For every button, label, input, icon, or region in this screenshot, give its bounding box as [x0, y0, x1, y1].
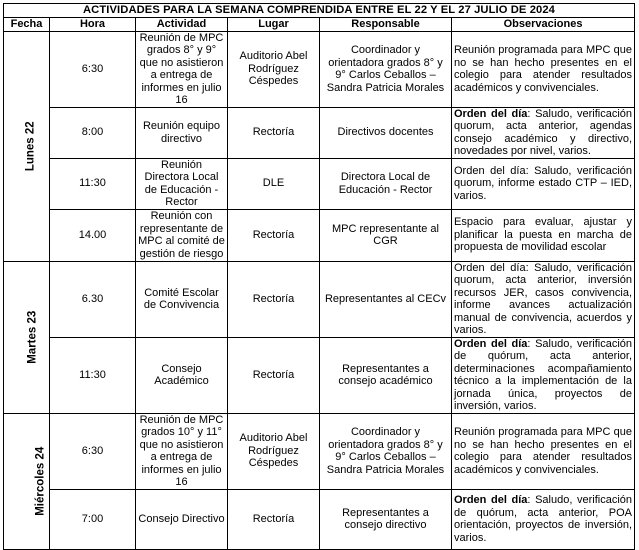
observaciones-text: : Saludo, verificación de quórum, acta anterior, POA orientación, proyectos de inversión, varios.	[454, 494, 633, 544]
observaciones-text: Orden del día: Saludo, verificación quorum, informe estado CTP – IED, varios.	[454, 164, 632, 202]
hora-cell: 11:30	[50, 337, 136, 413]
header-fecha: Fecha	[4, 17, 50, 31]
hora-cell: 11:30	[50, 158, 136, 209]
responsable-cell: Coordinador y orientadora grados 8° y 9° Carlos Ceballos – Sandra Patricia Morales	[320, 413, 452, 489]
day-label: Lunes 22	[24, 121, 37, 171]
observaciones-text: : Saludo, verificación de quórum, acta anterior, determinaciones acompañamiento técnico a la implementación de la jornada única, proyectos de inversión, varios.	[454, 337, 633, 412]
orden-del-dia-label: Orden del día	[454, 107, 528, 120]
lugar-cell: Auditorio Abel Rodríguez Céspedes	[228, 31, 320, 107]
day-label: Martes 23	[26, 310, 39, 364]
table-row	[4, 413, 635, 489]
actividad-cell: Comité Escolar de Convivencia	[136, 261, 228, 337]
observaciones-cell	[452, 31, 635, 107]
table-row	[4, 107, 635, 158]
hora-cell: 6:30	[50, 413, 136, 489]
responsable-cell: Representantes al CECv	[320, 261, 452, 337]
lugar-cell: Rectoría	[228, 337, 320, 413]
hora-cell: 7:00	[50, 489, 136, 549]
responsable-cell: Coordinador y orientadora grados 8° y 9° Carlos Ceballos – Sandra Patricia Morales	[320, 31, 452, 107]
responsable-cell: MPC representante al CGR	[320, 209, 452, 261]
day-cell-martes	[4, 261, 50, 413]
observaciones-cell	[452, 337, 635, 413]
observaciones-cell	[452, 209, 635, 261]
responsable-cell: Representantes a consejo académico	[320, 337, 452, 413]
lugar-cell: Rectoría	[228, 209, 320, 261]
activities-table	[3, 3, 635, 550]
observaciones-cell	[452, 107, 635, 158]
actividad-cell: Reunión Directora Local de Educación - Rector	[136, 158, 228, 209]
observaciones-text: Orden del día: Saludo, verificación quorum, acta anterior, inversión recursos JER, casos convivencia, informe avances actualización manual de convivencia, acuerdos y varios.	[454, 261, 632, 336]
table-row	[4, 158, 635, 209]
lugar-cell: DLE	[228, 158, 320, 209]
day-label: Miércoles 24	[34, 446, 47, 516]
header-lugar: Lugar	[228, 17, 320, 31]
actividad-cell: Reunión de MPC grados 8° y 9° que no asistieron a entrega de informes en julio 16	[136, 31, 228, 107]
actividad-cell: Reunión de MPC grados 10° y 11° que no asistieron a entrega de informes en julio 16	[136, 413, 228, 489]
observaciones-cell	[452, 261, 635, 337]
observaciones-text: : Saludo, verificación quorum, acta anterior, agendas consejo académico y directivo, novedades por nivel, varios.	[454, 107, 633, 157]
lugar-cell: Rectoría	[228, 107, 320, 158]
table-row	[4, 31, 635, 107]
lugar-cell: Auditorio Abel Rodríguez Céspedes	[228, 413, 320, 489]
lugar-cell: Rectoría	[228, 489, 320, 549]
actividad-cell: Reunión equipo directivo	[136, 107, 228, 158]
day-cell-miercoles	[4, 413, 50, 549]
observaciones-cell	[452, 489, 635, 549]
header-hora: Hora	[50, 17, 136, 31]
lugar-cell: Rectoría	[228, 261, 320, 337]
observaciones-cell	[452, 413, 635, 489]
actividad-cell: Consejo Académico	[136, 337, 228, 413]
hora-cell: 6.30	[50, 261, 136, 337]
header-row	[4, 17, 635, 31]
observaciones-text: Reunión programada para MPC que no se han hecho presentes en el colegio para atender resultados académicos y convivenciales.	[454, 44, 632, 94]
header-observaciones: Observaciones	[452, 17, 635, 31]
observaciones-cell	[452, 158, 635, 209]
day-cell-lunes	[4, 31, 50, 261]
responsable-cell: Directora Local de Educación - Rector	[320, 158, 452, 209]
title-row	[4, 4, 635, 18]
header-actividad: Actividad	[136, 17, 228, 31]
hora-cell: 14.00	[50, 209, 136, 261]
table-row	[4, 489, 635, 549]
header-responsable: Responsable	[320, 17, 452, 31]
table-row	[4, 337, 635, 413]
observaciones-text: Espacio para evaluar, ajustar y planificar la puesta en marcha de propuesta de movilidad escolar	[454, 216, 632, 254]
table-row	[4, 261, 635, 337]
responsable-cell: Representantes a consejo directivo	[320, 489, 452, 549]
actividad-cell: Consejo Directivo	[136, 489, 228, 549]
orden-del-dia-label: Orden del día	[454, 337, 528, 350]
hora-cell: 6:30	[50, 31, 136, 107]
actividad-cell: Reunión con representante de MPC al comité de gestión de riesgo	[136, 209, 228, 261]
table-title: ACTIVIDADES PARA LA SEMANA COMPRENDIDA ENTRE EL 22 Y EL 27 JULIO DE 2024	[4, 4, 635, 18]
hora-cell: 8:00	[50, 107, 136, 158]
table-row	[4, 209, 635, 261]
orden-del-dia-label: Orden del día	[454, 494, 528, 506]
observaciones-text: Reunión programada para MPC que no se han hecho presentes en el colegio para atender resultados académicos y convivenciales.	[454, 426, 632, 476]
responsable-cell: Directivos docentes	[320, 107, 452, 158]
